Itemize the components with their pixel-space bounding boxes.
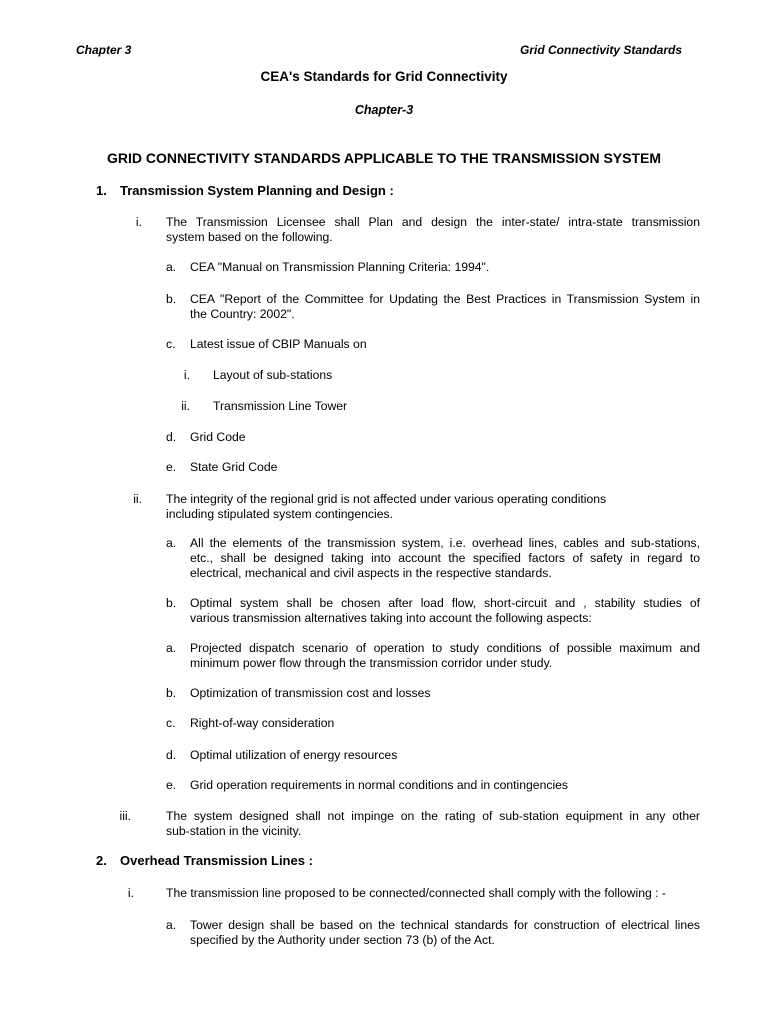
item-ii-b2-text: Optimization of transmission cost and losses xyxy=(190,686,431,700)
item-ii-c2-number: c. xyxy=(166,716,176,730)
item-ii-line-2: including stipulated system contingencies. xyxy=(166,507,393,521)
item-i-c-text: Latest issue of CBIP Manuals on xyxy=(190,337,367,351)
item-ii-a2-line-1: Projected dispatch scenario of operation to study conditions of possible maximum and xyxy=(190,641,700,655)
item-ii-text xyxy=(166,492,606,522)
item-i-e-text: State Grid Code xyxy=(190,460,278,474)
item-ii-a-text xyxy=(190,536,700,581)
item-iii-line-1: The system designed shall not impinge on the rating of sub-station equipment in any other xyxy=(166,809,700,823)
item-2-i-a-text xyxy=(190,918,700,948)
item-ii-b-text xyxy=(190,596,700,626)
item-ii-e2-number: e. xyxy=(166,778,177,792)
item-ii-c2-text: Right-of-way consideration xyxy=(190,716,335,730)
item-i-b-line-1: CEA "Report of the Committee for Updating the Best Practices in Transmission System in xyxy=(190,292,700,306)
item-ii-a-line-3: electrical, mechanical and civil aspects in the respective standards. xyxy=(190,566,552,580)
item-iii-text xyxy=(166,809,700,839)
main-heading: GRID CONNECTIVITY STANDARDS APPLICABLE TO THE TRANSMISSION SYSTEM xyxy=(106,150,662,166)
document-title: CEA's Standards for Grid Connectivity xyxy=(260,69,508,84)
item-ii-b-number: b. xyxy=(166,596,177,610)
item-ii-d2-number: d. xyxy=(166,748,177,762)
item-ii-e2-text: Grid operation requirements in normal conditions and in contingencies xyxy=(190,778,569,792)
item-ii-b-line-1: Optimal system shall be chosen after load flow, short-circuit and , stability studies of xyxy=(190,596,700,610)
item-ii-d2-text: Optimal utilization of energy resources xyxy=(190,748,398,762)
item-i-b-text xyxy=(190,292,700,322)
item-2-i-a-line-1: Tower design shall be based on the technical standards for construction of electrical lines xyxy=(190,918,700,932)
chapter-label: Chapter-3 xyxy=(354,103,414,117)
item-iii-number: iii. xyxy=(119,809,131,823)
item-ii-b-line-2: various transmission alternatives taking into account the following aspects: xyxy=(190,611,592,625)
item-i-e-number: e. xyxy=(166,460,177,474)
item-i-a-number: a. xyxy=(166,260,177,274)
item-ii-a-line-2: etc., shall be designed taking into account the specified factors of safety in regard to xyxy=(190,551,700,565)
section-1-number: 1. xyxy=(96,183,107,198)
item-i-line-1: The Transmission Licensee shall Plan and design the inter-state/ intra-state transmission xyxy=(166,215,700,229)
item-i-c-i-number: i. xyxy=(183,368,190,382)
item-ii-number: ii. xyxy=(133,492,142,506)
item-i-b-line-2: the Country: 2002". xyxy=(190,307,295,321)
header-chapter: Chapter 3 xyxy=(76,43,132,57)
header-section-title: Grid Connectivity Standards xyxy=(520,43,683,57)
item-i-c-i-text: Layout of sub-stations xyxy=(213,368,333,382)
item-2-i-a-number: a. xyxy=(166,918,177,932)
item-i-number: i. xyxy=(135,215,142,229)
item-ii-a2-number: a. xyxy=(166,641,177,655)
item-ii-a-number: a. xyxy=(166,536,177,550)
item-i-c-ii-text: Transmission Line Tower xyxy=(213,399,348,413)
item-i-d-text: Grid Code xyxy=(190,430,246,444)
item-i-a-text: CEA "Manual on Transmission Planning Criteria: 1994". xyxy=(190,260,490,274)
item-2-i-text: The transmission line proposed to be connected/connected shall comply with the following : - xyxy=(166,886,666,900)
item-ii-a2-text xyxy=(190,641,700,671)
item-ii-b2-number: b. xyxy=(166,686,177,700)
item-ii-a2-line-2: minimum power flow through the transmission corridor under study. xyxy=(190,656,553,670)
item-i-d-number: d. xyxy=(166,430,177,444)
item-i-b-number: b. xyxy=(166,292,177,306)
item-ii-line-1: The integrity of the regional grid is not affected under various operating conditions xyxy=(166,492,607,506)
section-2-number: 2. xyxy=(96,853,107,868)
item-2-i-number: i. xyxy=(127,886,134,900)
item-i-text xyxy=(166,215,700,245)
item-ii-a-line-1: All the elements of the transmission system, i.e. overhead lines, cables and sub-stations, xyxy=(190,536,700,550)
item-2-i-a-line-2: specified by the Authority under section 73 (b) of the Act. xyxy=(190,933,495,947)
item-i-c-ii-number: ii. xyxy=(181,399,190,413)
section-1-title: Transmission System Planning and Design : xyxy=(120,183,394,198)
item-i-line-2: system based on the following. xyxy=(166,230,333,244)
item-i-c-number: c. xyxy=(166,337,176,351)
item-iii-line-2: sub-station in the vicinity. xyxy=(166,824,302,838)
section-2-title: Overhead Transmission Lines : xyxy=(120,853,313,868)
